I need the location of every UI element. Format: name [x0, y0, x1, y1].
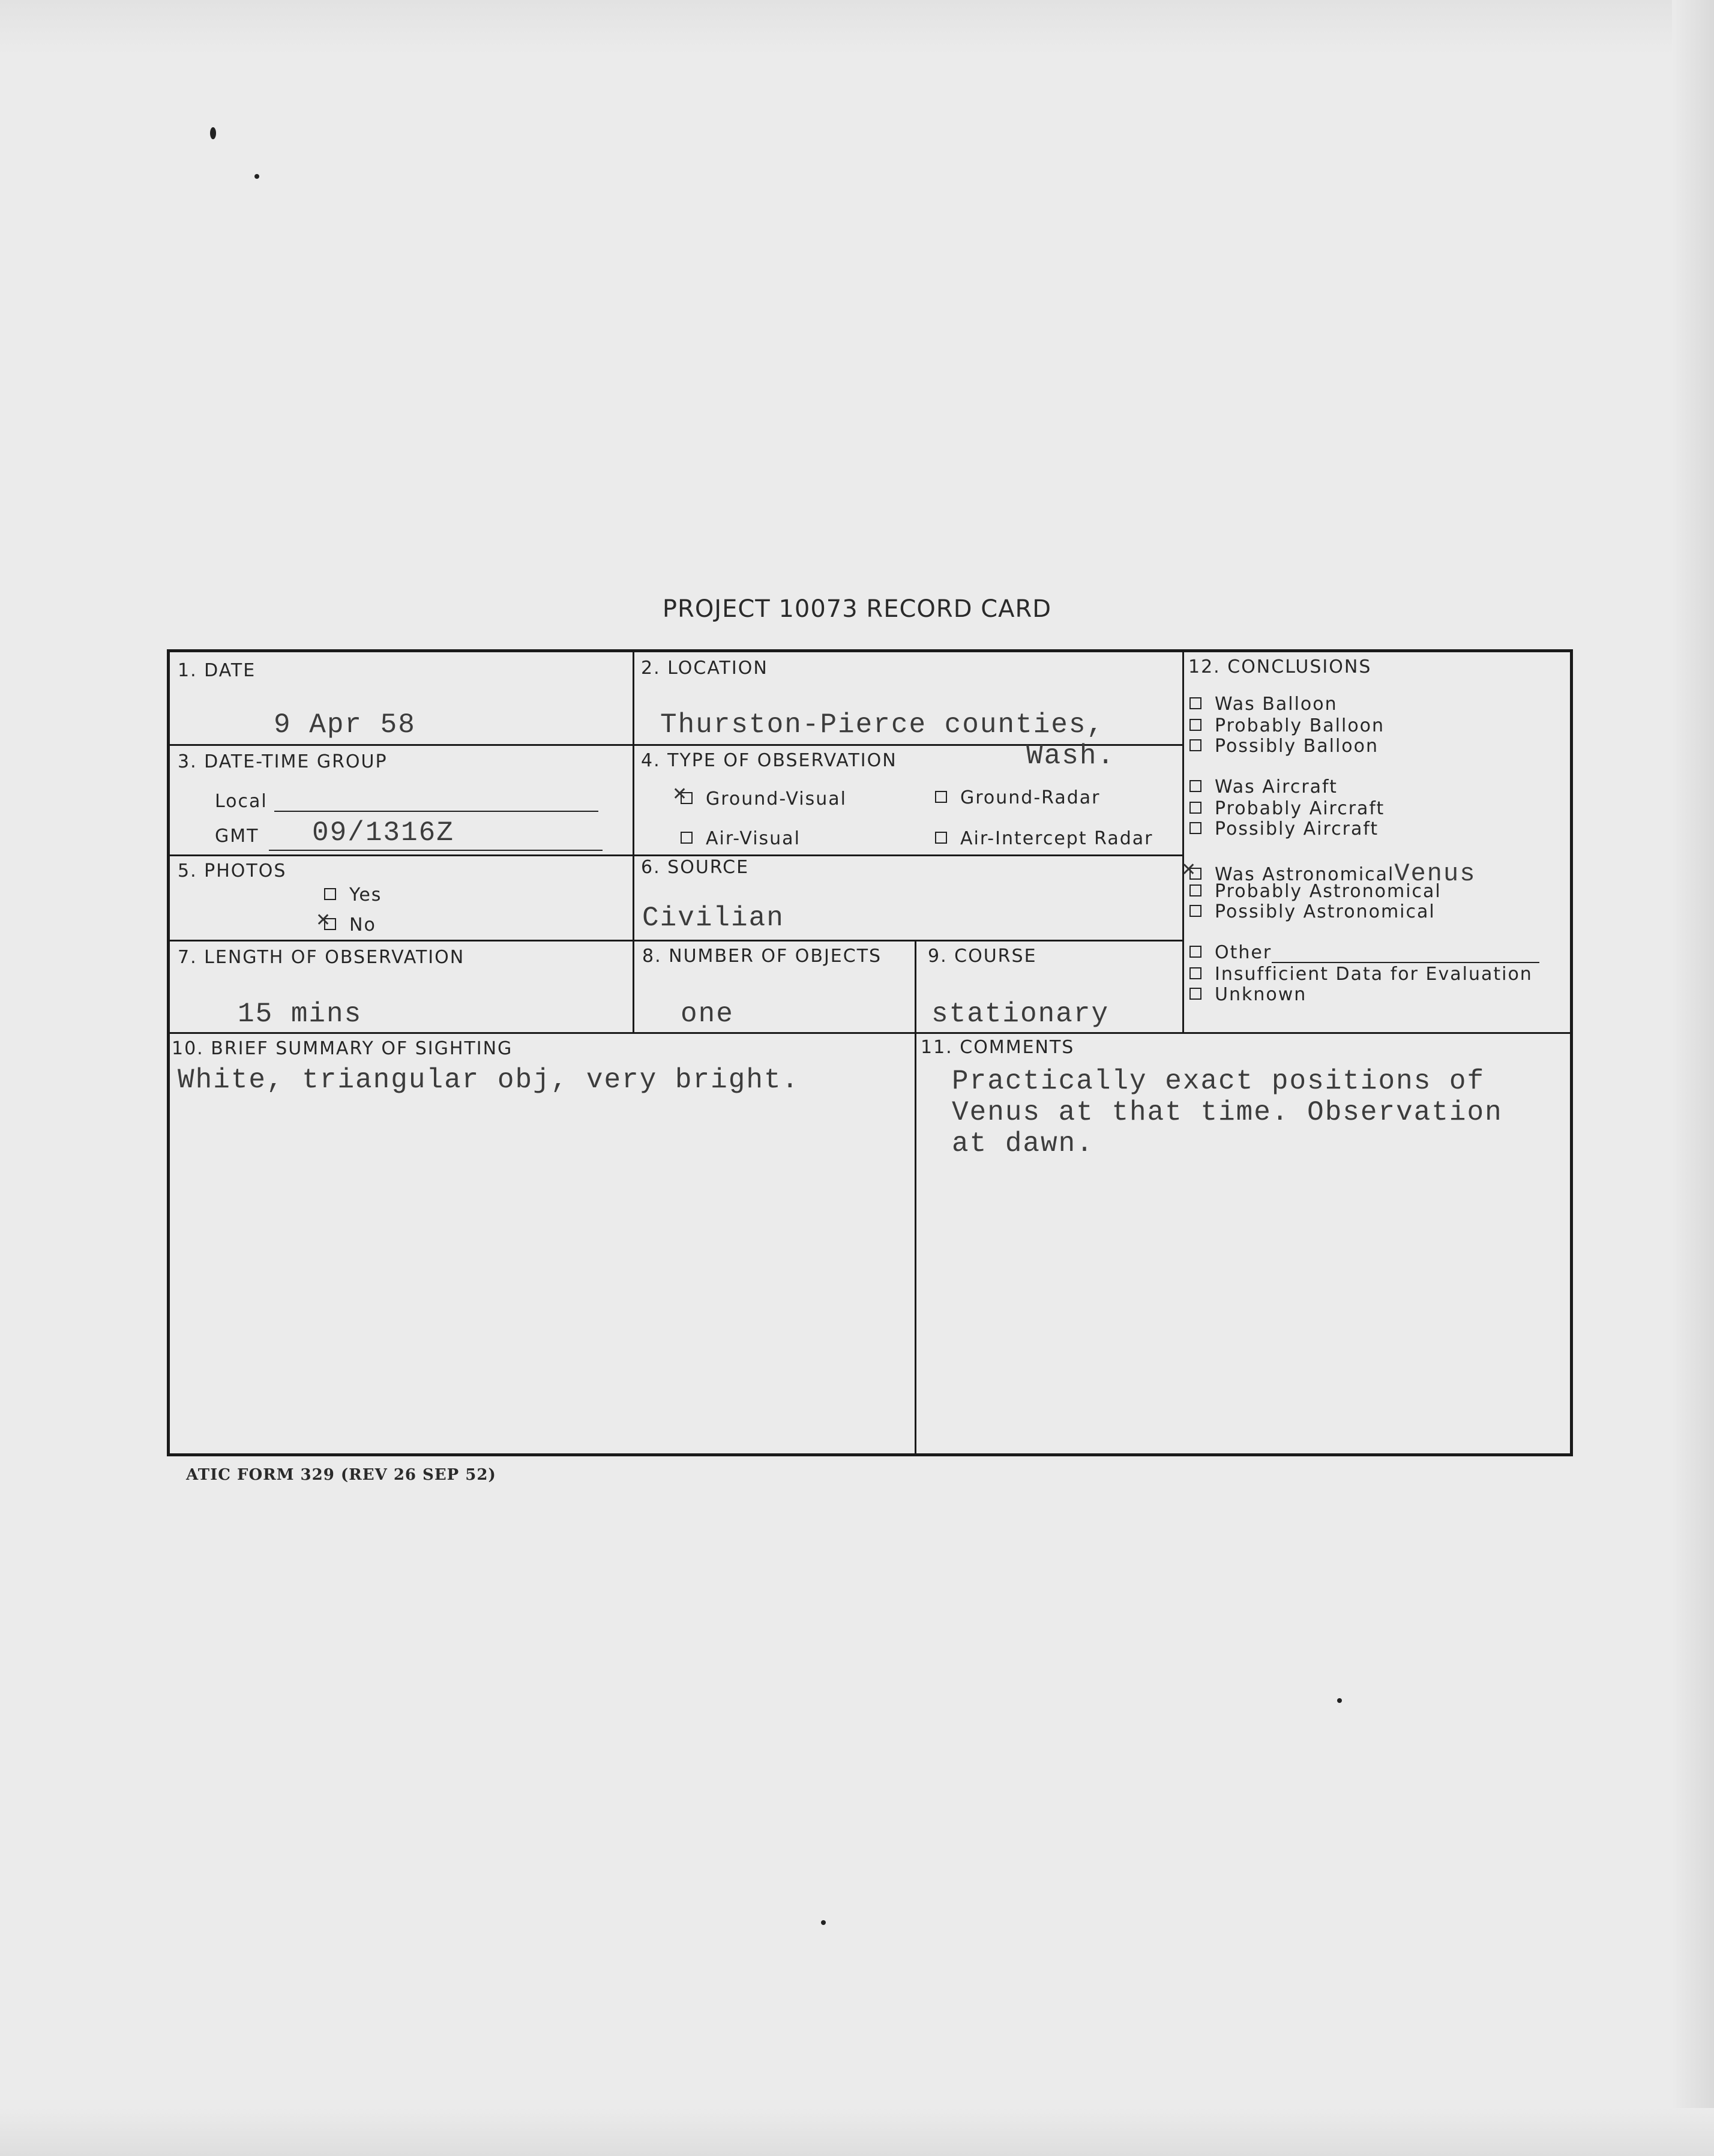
gmt-label: GMT: [215, 826, 259, 847]
checkbox-icon: [1189, 988, 1201, 1000]
course-label: 9. COURSE: [928, 946, 1037, 967]
obs-air-visual[interactable]: Air-Visual: [681, 828, 801, 849]
location-label: 2. LOCATION: [641, 658, 768, 679]
obs-ground-radar[interactable]: Ground-Radar: [935, 787, 1101, 808]
checkbox-icon: [1189, 822, 1201, 834]
date-time-group-label: 3. DATE-TIME GROUP: [178, 751, 388, 772]
date-value: 9 Apr 58: [274, 709, 416, 740]
comments-line: Venus at that time. Observation: [952, 1097, 1503, 1128]
astronomical-object-note: Venus: [1394, 859, 1476, 888]
checkbox-icon: [1189, 884, 1201, 896]
local-line: [274, 795, 598, 812]
photos-no[interactable]: ✕No: [324, 914, 376, 935]
conclusion-unknown[interactable]: Unknown: [1189, 984, 1307, 1005]
checkbox-icon: [1189, 739, 1201, 751]
film-edge-bottom: [0, 2108, 1714, 2156]
conclusion-was-aircraft[interactable]: Was Aircraft: [1189, 776, 1338, 797]
source-label: 6. SOURCE: [641, 857, 750, 878]
checkbox-icon: [1189, 697, 1201, 709]
film-edge-right: [1672, 0, 1714, 2156]
checkbox-icon: [1189, 967, 1201, 979]
row-divider: [167, 854, 1183, 856]
col-divider: [915, 940, 916, 1456]
type-of-observation-label: 4. TYPE OF OBSERVATION: [641, 750, 897, 771]
conclusion-insufficient-data[interactable]: Insufficient Data for Evaluation: [1189, 964, 1533, 985]
checkbox-icon: [935, 791, 947, 803]
col-divider: [633, 649, 634, 1032]
length-of-observation-label: 7. LENGTH OF OBSERVATION: [178, 947, 465, 968]
conclusion-probably-aircraft[interactable]: Probably Aircraft: [1189, 798, 1385, 819]
length-of-observation-value: 15 mins: [238, 998, 362, 1030]
conclusion-probably-balloon[interactable]: Probably Balloon: [1189, 715, 1385, 736]
brief-summary-value: White, triangular obj, very bright.: [178, 1064, 800, 1096]
conclusion-was-astronomical[interactable]: ✕Was AstronomicalVenus: [1189, 859, 1476, 888]
comments-line: at dawn.: [952, 1128, 1094, 1159]
source-value: Civilian: [642, 902, 784, 934]
brief-summary-label: 10. BRIEF SUMMARY OF SIGHTING: [172, 1038, 513, 1059]
checkbox-icon: [1189, 802, 1201, 814]
dust-speck: [821, 1920, 826, 1925]
conclusion-was-balloon[interactable]: Was Balloon: [1189, 694, 1338, 715]
conclusion-other[interactable]: Other: [1189, 942, 1539, 963]
checkbox-checked-icon: [1189, 868, 1201, 880]
gmt-field: [215, 826, 259, 847]
conclusion-possibly-aircraft[interactable]: Possibly Aircraft: [1189, 818, 1379, 839]
form-title: PROJECT 10073 RECORD CARD: [662, 595, 1052, 623]
row-divider: [167, 940, 1183, 941]
gmt-value: 09/1316Z: [312, 817, 454, 848]
checkbox-checked-icon: [324, 918, 336, 930]
photos-yes[interactable]: Yes: [324, 884, 382, 905]
obs-ground-visual[interactable]: ✕Ground-Visual: [681, 788, 847, 809]
local-label: Local: [215, 791, 268, 812]
checkbox-icon: [324, 888, 336, 900]
checkbox-icon: [1189, 780, 1201, 792]
number-of-objects-label: 8. NUMBER OF OBJECTS: [642, 946, 882, 967]
local-field: [215, 791, 598, 812]
checkbox-icon: [1189, 905, 1201, 917]
checkbox-icon: [935, 832, 947, 844]
checkbox-icon: [681, 832, 693, 844]
checkbox-icon: [1189, 946, 1201, 958]
col-divider: [1182, 649, 1184, 1032]
conclusion-possibly-balloon[interactable]: Possibly Balloon: [1189, 736, 1379, 757]
form-footer: ATIC FORM 329 (REV 26 SEP 52): [186, 1466, 496, 1484]
other-line: [1272, 946, 1539, 963]
obs-air-intercept-radar[interactable]: Air-Intercept Radar: [935, 828, 1153, 849]
row-divider: [167, 1032, 1573, 1034]
date-label: 1. DATE: [178, 660, 256, 681]
conclusion-probably-astronomical[interactable]: Probably Astronomical: [1189, 881, 1442, 902]
dust-speck: [1337, 1698, 1342, 1703]
location-value: Thurston-Pierce counties,: [660, 709, 1105, 740]
location-value-state: Wash.: [1026, 740, 1116, 772]
number-of-objects-value: one: [681, 998, 734, 1030]
film-edge-top: [0, 0, 1714, 54]
comments-label: 11. COMMENTS: [921, 1037, 1075, 1058]
photos-label: 5. PHOTOS: [178, 860, 287, 881]
conclusion-possibly-astronomical[interactable]: Possibly Astronomical: [1189, 901, 1436, 922]
conclusions-label: 12. CONCLUSIONS: [1188, 656, 1372, 677]
dust-speck: [254, 174, 259, 179]
course-value: stationary: [931, 998, 1110, 1030]
checkbox-checked-icon: [681, 792, 693, 804]
checkbox-icon: [1189, 719, 1201, 731]
comments-line: Practically exact positions of: [952, 1066, 1485, 1097]
dust-speck: [210, 127, 216, 139]
